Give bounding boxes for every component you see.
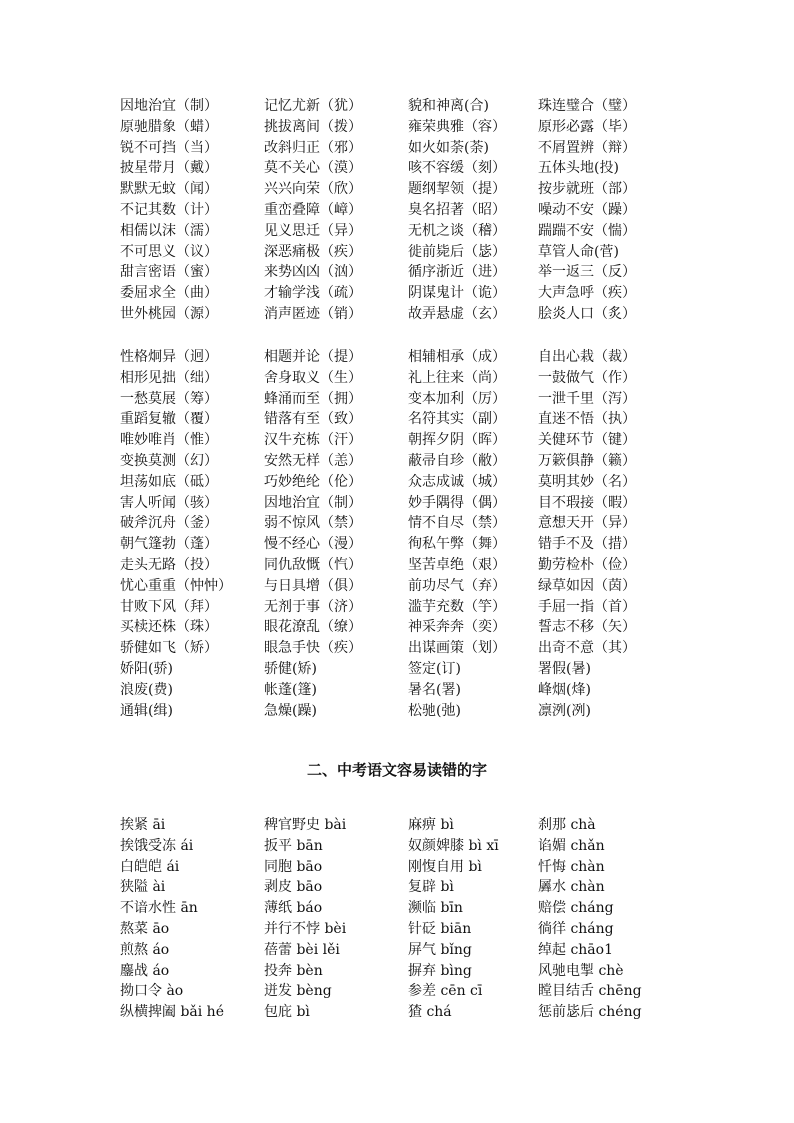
idiom-entry: 挑拔离间（拨） xyxy=(264,118,362,135)
word-entry: 朝挥夕阴（晖） xyxy=(408,432,506,449)
word-entry: 一愁莫展（筹） xyxy=(120,390,218,407)
idiom-entry: 不可思义（议） xyxy=(120,243,218,260)
pronunciation-entry: 羼水 chàn xyxy=(538,879,605,896)
word-entry: 坦荡如底（砥） xyxy=(120,473,218,490)
idiom-entry: 莫不关心（漠） xyxy=(264,160,362,177)
idiom-entry: 故弄悬虚（玄） xyxy=(408,305,506,322)
word-entry: 相题并论（提） xyxy=(264,349,362,365)
pronunciation-entry: 徜徉 cháng xyxy=(538,920,614,937)
word-entry: 礼上往来（尚） xyxy=(408,369,506,386)
idiom-entry: 珠连璧合（璧） xyxy=(538,98,636,114)
word-entry: 自出心栽（裁） xyxy=(538,349,636,365)
pronunciation-entry: 剥皮 bāo xyxy=(264,879,323,896)
pronunciation-entry: 熬菜 āo xyxy=(120,920,170,937)
word-entry: 相辅相承（成） xyxy=(408,349,506,365)
word-entry: 汉牛充栋（汗） xyxy=(264,432,362,449)
pronunciation-entry: 包庇 bì xyxy=(264,1004,310,1021)
word-entry: 署假(暑) xyxy=(538,660,591,677)
word-entry: 骄健如飞（矫） xyxy=(120,640,218,657)
idiom-entry: 才输学浅（疏） xyxy=(264,285,362,302)
pronunciation-entry: 濒临 bīn xyxy=(408,900,463,917)
word-entry: 性格炯异（迥） xyxy=(120,349,218,365)
pronunciation-entry: 并行不悖 bèi xyxy=(264,920,347,937)
pronunciation-entry: 忏悔 chàn xyxy=(538,858,605,875)
word-entry: 浪废(费) xyxy=(120,681,173,698)
pronunciation-entry: 鏖战 áo xyxy=(120,962,170,979)
idiom-entry: 草管人命(菅) xyxy=(538,243,619,260)
pronunciation-entry: 谄媚 chǎn xyxy=(538,837,605,854)
word-entry: 破斧沉舟（釜） xyxy=(120,515,218,532)
word-entry: 蜂涌而至（拥） xyxy=(264,390,362,407)
word-entry: 重蹈复辙（覆） xyxy=(120,411,218,428)
word-entry: 滥芋充数（竽） xyxy=(408,598,506,615)
pronunciation-entry: 摒弃 bìng xyxy=(408,962,472,979)
word-entry: 徇私午弊（舞） xyxy=(408,536,506,553)
word-entry: 手屈一指（首） xyxy=(538,598,636,615)
pronunciation-entry: 挨饿受冻 ái xyxy=(120,837,194,854)
word-entry: 相形见拙（绌） xyxy=(120,369,218,386)
pronunciation-list xyxy=(120,815,680,1023)
idiom-entry: 如火如荼(荼) xyxy=(408,139,489,156)
idiom-entry: 因地治宜（制） xyxy=(120,98,218,114)
idiom-entry: 臭名招著（昭） xyxy=(408,201,506,218)
idiom-entry: 雍荣典雅（容） xyxy=(408,118,506,135)
pronunciation-entry: 狭隘 ài xyxy=(120,879,166,896)
idiom-entry: 徙前毙后（毖） xyxy=(408,243,506,260)
word-entry: 慢不经心（漫） xyxy=(264,536,362,553)
idiom-entry: 记忆尤新（犹） xyxy=(264,98,362,114)
word-entry: 蔽帚自珍（敝） xyxy=(408,452,506,469)
word-entry: 松驰(弛) xyxy=(408,702,461,719)
idiom-entry: 噪动不安（躁） xyxy=(538,201,636,218)
word-entry: 坚苦卓绝（艰） xyxy=(408,556,506,573)
word-entry: 目不瑕接（暇） xyxy=(538,494,636,511)
word-entry: 骄健(矫) xyxy=(264,660,317,677)
word-entry: 一鼓做气（作） xyxy=(538,369,636,386)
idiom-entry: 深恶痛极（疾） xyxy=(264,243,362,260)
pronunciation-entry: 白皑皑 ái xyxy=(120,858,180,875)
pronunciation-entry: 奴颜婢膝 bì xī xyxy=(408,837,499,854)
word-entry: 走头无路（投） xyxy=(120,556,218,573)
word-entry: 同仇敌慨（忾） xyxy=(264,556,362,573)
pronunciation-entry: 不谙水性 ān xyxy=(120,900,198,917)
word-entry: 无剂于事（济） xyxy=(264,598,362,615)
idiom-entry: 相儒以沫（濡） xyxy=(120,222,218,239)
word-entry: 错落有至（致） xyxy=(264,411,362,428)
pronunciation-entry: 猹 chá xyxy=(408,1004,452,1021)
idiom-entry: 世外桃园（源） xyxy=(120,305,218,322)
pronunciation-entry: 屏气 bǐng xyxy=(408,941,472,958)
idiom-entry: 见义思迁（异） xyxy=(264,222,362,239)
word-entry: 莫明其妙（名） xyxy=(538,473,636,490)
idiom-entry: 循序浙近（进） xyxy=(408,264,506,281)
pronunciation-entry: 同胞 bāo xyxy=(264,858,323,875)
word-entry: 娇阳(骄) xyxy=(120,660,173,677)
pronunciation-entry: 参差 cēn cī xyxy=(408,983,483,1000)
idiom-entry: 举一返三（反） xyxy=(538,264,636,281)
word-entry: 急燥(躁) xyxy=(264,702,317,719)
pronunciation-entry: 刚愎自用 bì xyxy=(408,858,482,875)
word-entry: 错手不及（措） xyxy=(538,536,636,553)
word-entry: 誓志不移（矢） xyxy=(538,619,636,636)
pronunciation-entry: 稗官野史 bài xyxy=(264,817,347,833)
word-entry: 峰烟(烽) xyxy=(538,681,591,698)
pronunciation-entry: 迸发 bèng xyxy=(264,983,332,1000)
pronunciation-entry: 麻痹 bì xyxy=(408,817,454,833)
idiom-entry: 按步就班（部） xyxy=(538,181,636,198)
section-heading: 二、中考语文容易读错的字 xyxy=(306,761,487,779)
word-entry: 变本加利（厉） xyxy=(408,390,506,407)
word-entry: 勤劳检朴（俭） xyxy=(538,556,636,573)
pronunciation-entry: 绰起 chāo1 xyxy=(538,941,613,958)
pronunciation-entry: 薄纸 báo xyxy=(264,900,323,917)
word-entry: 出谋画策（划） xyxy=(408,640,506,657)
idiom-entry: 不记其数（计） xyxy=(120,201,218,218)
idiom-entry: 原形必露（毕） xyxy=(538,118,636,135)
word-entry: 因地治宜（制） xyxy=(264,494,362,511)
word-entry: 眼花潦乱（缭） xyxy=(264,619,362,636)
idiom-entry: 兴兴向荣（欣） xyxy=(264,181,362,198)
word-entry: 前功尽气（弃） xyxy=(408,577,506,594)
word-entry: 直迷不悟（执） xyxy=(538,411,636,428)
word-entry: 众志成诚（城） xyxy=(408,473,506,490)
word-entry: 买椟还株（珠） xyxy=(120,619,218,636)
idiom-entry: 原驰腊象（蜡） xyxy=(120,118,218,135)
word-entry: 弱不惊风（禁） xyxy=(264,515,362,532)
word-entry: 安然无样（恙） xyxy=(264,452,362,469)
idiom-entry: 咳不容缓（刻） xyxy=(408,160,506,177)
pronunciation-entry: 拗口令 ào xyxy=(120,983,184,1000)
word-entry: 帐蓬(篷) xyxy=(264,681,317,698)
idiom-entry: 不屑置辨（辩） xyxy=(538,139,636,156)
idiom-entry: 重峦叠障（嶂） xyxy=(264,201,362,218)
pronunciation-entry: 投奔 bèn xyxy=(264,962,323,979)
pronunciation-entry: 蓓蕾 bèi lěi xyxy=(264,941,340,958)
word-entry: 名符其实（副） xyxy=(408,411,506,428)
word-entry: 一泄千里（泻） xyxy=(538,390,636,407)
pronunciation-entry: 纵横捭阖 bǎi hé xyxy=(120,1004,224,1021)
word-entry: 通辑(缉) xyxy=(120,702,173,719)
idiom-entry: 阴谋鬼计（诡） xyxy=(408,285,506,302)
idiom-entry: 大声急呼（疾） xyxy=(538,285,636,302)
word-entry: 唯妙唯肖（惟） xyxy=(120,432,218,449)
word-entry: 朝气篷勃（蓬） xyxy=(120,536,218,553)
idiom-entry: 默默无蚊（闻） xyxy=(120,181,218,198)
idiom-entry: 委屈求全（曲） xyxy=(120,285,218,302)
idiom-entry: 消声匿迹（销） xyxy=(264,305,362,322)
idiom-entry: 来势凶凶（汹） xyxy=(264,264,362,281)
word-entry: 巧妙绝纶（伦） xyxy=(264,473,362,490)
word-entry: 害人听闻（骇） xyxy=(120,494,218,511)
idiom-entry: 五体头地(投) xyxy=(538,160,619,177)
idiom-entry: 题纲挈领（提） xyxy=(408,181,506,198)
word-entry: 甘败下风（拜） xyxy=(120,598,218,615)
word-entry: 忧心重重（忡忡） xyxy=(120,577,232,594)
pronunciation-entry: 煎熬 áo xyxy=(120,941,170,958)
pronunciation-entry: 针砭 biān xyxy=(408,920,472,937)
word-entry: 妙手隅得（偶） xyxy=(408,494,506,511)
pronunciation-entry: 扳平 bān xyxy=(264,837,323,854)
word-entry: 出奇不意（其） xyxy=(538,640,636,657)
idiom-entry: 披星带月（戴） xyxy=(120,160,218,177)
word-entry: 舍身取义（生） xyxy=(264,369,362,386)
idiom-entry: 脍炎人口（炙） xyxy=(538,305,636,322)
idiom-entry: 甜言密语（蜜） xyxy=(120,264,218,281)
word-entry: 关健环节（键） xyxy=(538,432,636,449)
word-entry: 神采奔奔（奕） xyxy=(408,619,506,636)
word-entry: 签定(订) xyxy=(408,660,461,677)
word-entry: 情不自尽（禁） xyxy=(408,515,506,532)
idiom-entry: 踹踹不安（惴） xyxy=(538,222,636,239)
word-entry: 意想天开（异） xyxy=(538,515,636,532)
word-entry: 眼急手快（疾） xyxy=(264,640,362,657)
idiom-entry: 貌和神离(合) xyxy=(408,98,489,114)
word-entry: 万簌俱静（籁） xyxy=(538,452,636,469)
pronunciation-entry: 瞠目结舌 chēng xyxy=(538,983,642,1000)
pronunciation-entry: 刹那 chà xyxy=(538,817,596,833)
pronunciation-entry: 赔偿 cháng xyxy=(538,900,614,917)
word-entry: 凛洌(冽) xyxy=(538,702,591,719)
word-entry: 暑名(署) xyxy=(408,681,461,698)
misspelled-idioms-list xyxy=(120,96,680,325)
word-entry: 绿草如因（茵） xyxy=(538,577,636,594)
idiom-entry: 无机之谈（稽） xyxy=(408,222,506,239)
pronunciation-entry: 风驰电掣 chè xyxy=(538,962,624,979)
idiom-entry: 改斜归正（邪） xyxy=(264,139,362,156)
word-entry: 变换莫测（幻） xyxy=(120,452,218,469)
word-entry: 与日具增（俱） xyxy=(264,577,362,594)
pronunciation-entry: 惩前毖后 chéng xyxy=(538,1004,642,1021)
misspelled-words-list xyxy=(120,347,680,721)
pronunciation-entry: 复辟 bì xyxy=(408,879,454,896)
pronunciation-entry: 挨紧 āi xyxy=(120,817,166,833)
idiom-entry: 锐不可挡（当） xyxy=(120,139,218,156)
